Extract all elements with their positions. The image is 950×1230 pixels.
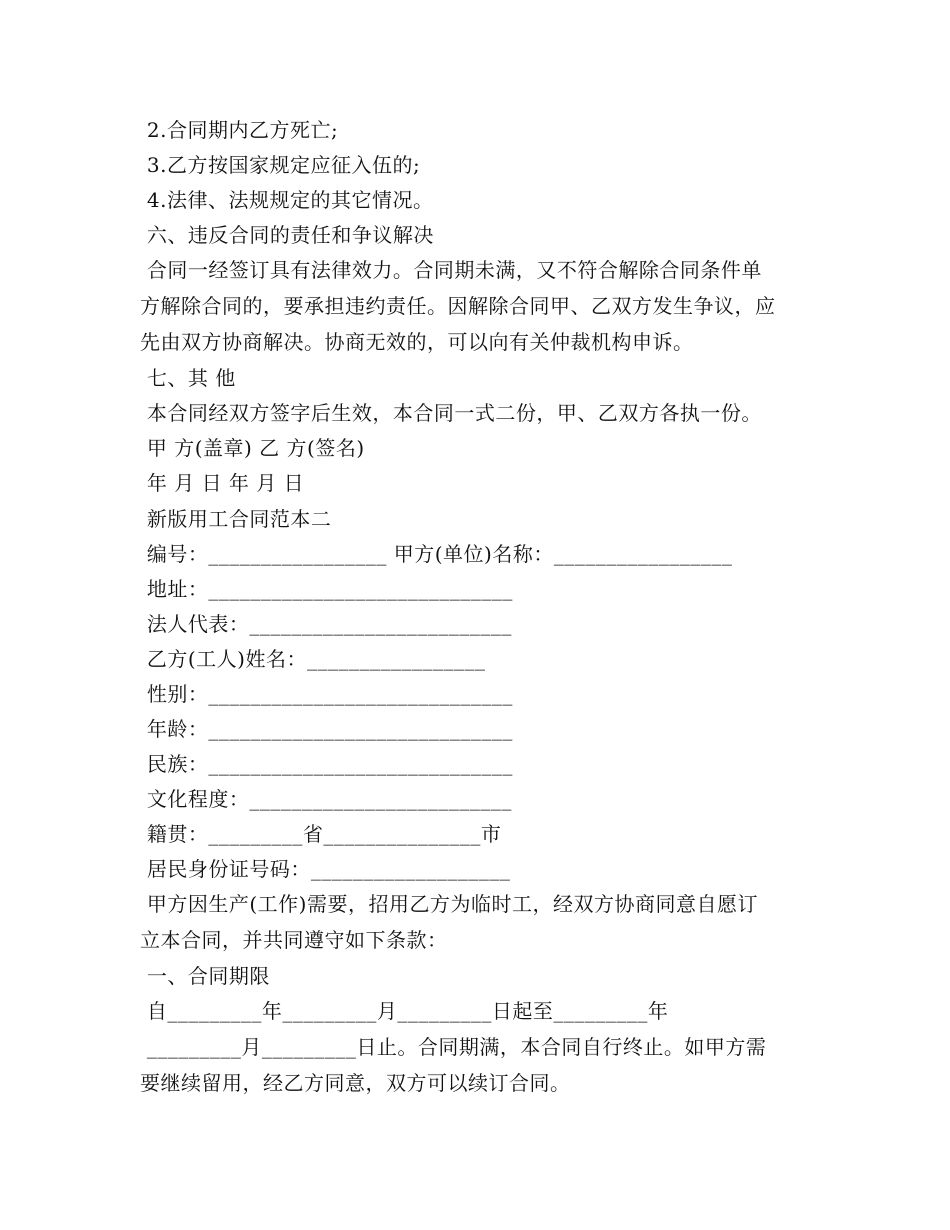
form-field-line: 文化程度：_________________________: [140, 787, 512, 811]
form-field-line: 地址：_____________________________: [140, 577, 513, 601]
text-line: _________月_________日止。合同期满，本合同自行终止。如甲方需: [140, 1035, 767, 1059]
text-line: 甲方因生产(工作)需要，招用乙方为临时工，经双方协商同意自愿订: [140, 892, 758, 916]
date-line: 年 月 日 年 月 日: [140, 471, 305, 495]
section-heading: 一、合同期限: [140, 964, 270, 988]
signature-line: 甲 方(盖章) 乙 方(签名): [140, 436, 365, 460]
section-heading: 七、其 他: [140, 366, 236, 390]
text-line: 2.合同期内乙方死亡;: [140, 118, 339, 142]
text-line: 本合同经双方签字后生效，本合同一式二份，甲、乙双方各执一份。: [140, 401, 762, 425]
form-field-line: 法人代表：_________________________: [140, 612, 512, 636]
form-field-line: 性别：_____________________________: [140, 682, 513, 706]
form-field-line: 居民身份证号码：___________________: [140, 857, 511, 881]
text-line: 要继续留用，经乙方同意，双方可以续订合同。: [140, 1071, 571, 1095]
form-field-line: 年龄：_____________________________: [140, 717, 513, 741]
document-title: 新版用工合同范本二: [140, 507, 332, 531]
text-line: 合同一经签订具有法律效力。合同期未满，又不符合解除合同条件单: [140, 258, 762, 282]
text-line: 先由双方协商解决。协商无效的，可以向有关仲裁机构申诉。: [140, 330, 694, 354]
text-line: 4.法律、法规规定的其它情况。: [140, 188, 434, 212]
text-line: 自_________年_________月_________日起至_________年: [140, 999, 669, 1023]
text-line: 立本合同，并共同遵守如下条款：: [140, 928, 448, 952]
text-line: 方解除合同的，要承担违约责任。因解除合同甲、乙双方发生争议，应: [140, 294, 776, 318]
text-line: 3.乙方按国家规定应征入伍的;: [140, 153, 421, 177]
form-field-line: 编号：_________________ 甲方(单位)名称：_________________: [140, 542, 733, 566]
form-field-line: 籍贯：_________省_______________市: [140, 822, 502, 846]
form-field-line: 民族：_____________________________: [140, 752, 513, 776]
section-heading: 六、违反合同的责任和争议解决: [140, 223, 434, 247]
form-field-line: 乙方(工人)姓名：_________________: [140, 647, 486, 671]
